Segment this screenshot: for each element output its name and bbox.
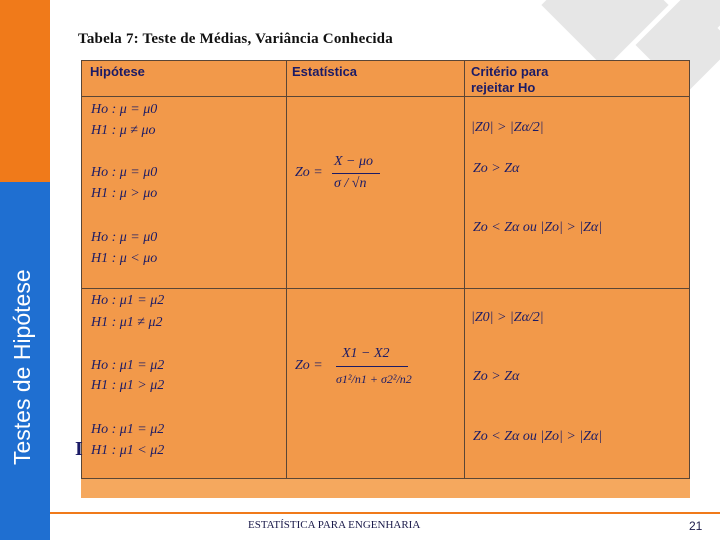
table-column-divider bbox=[464, 60, 465, 478]
header-criterio: Critério para bbox=[471, 64, 549, 79]
fraction-bar bbox=[336, 366, 408, 367]
criterion: Zo < Zα ou |Zo| > |Zα| bbox=[473, 429, 603, 444]
header-criterio-sub: rejeitar Ho bbox=[471, 80, 536, 95]
sidebar-title: Testes de Hipótese bbox=[9, 269, 35, 465]
criterion: |Z0| > |Zα/2| bbox=[471, 310, 544, 325]
hypothesis-h1: H1 : μ ≠ μo bbox=[91, 123, 156, 138]
hypothesis-h0: Ho : μ1 = μ2 bbox=[91, 422, 165, 437]
criterion: |Z0| > |Zα/2| bbox=[471, 120, 544, 135]
criterion: Zo > Zα bbox=[473, 369, 520, 384]
statistic-lhs: Zo = bbox=[295, 358, 323, 373]
table-border-left bbox=[81, 60, 82, 478]
criterion: Zo > Zα bbox=[473, 161, 520, 176]
table-column-divider bbox=[286, 60, 287, 478]
criterion: Zo < Zα ou |Zo| > |Zα| bbox=[473, 220, 603, 235]
fraction-bar bbox=[332, 173, 380, 174]
statistic-lhs: Zo = bbox=[295, 165, 323, 180]
hypothesis-h1: H1 : μ1 ≠ μ2 bbox=[91, 315, 163, 330]
statistic-denominator: σ1²/n1 + σ2²/n2 bbox=[336, 372, 412, 386]
hypothesis-h0: Ho : μ = μ0 bbox=[91, 165, 158, 180]
hypothesis-h0: Ho : μ1 = μ2 bbox=[91, 293, 165, 308]
hypothesis-h1: H1 : μ1 < μ2 bbox=[91, 443, 165, 458]
table-border-top bbox=[81, 60, 690, 61]
table-footer-band bbox=[81, 478, 690, 498]
hypothesis-h1: H1 : μ < μo bbox=[91, 251, 158, 266]
sidebar-accent-top bbox=[0, 0, 50, 182]
table-header-divider bbox=[81, 96, 690, 97]
statistic-denominator: σ / √n bbox=[334, 176, 367, 191]
hypothesis-h1: H1 : μ > μo bbox=[91, 186, 158, 201]
table-border-right bbox=[689, 60, 690, 478]
header-estatistica: Estatística bbox=[292, 64, 358, 79]
footer-rule bbox=[380, 512, 720, 514]
table-section-divider bbox=[81, 288, 690, 289]
hypothesis-h0: Ho : μ = μ0 bbox=[91, 102, 158, 117]
statistic-numerator: X − μo bbox=[334, 154, 374, 169]
footer-rule bbox=[50, 512, 380, 514]
statistic-numerator: X1 − X2 bbox=[342, 346, 390, 361]
header-hipotese: Hipótese bbox=[90, 64, 145, 79]
page-number: 21 bbox=[689, 519, 703, 533]
stray-glyph: I bbox=[75, 438, 83, 460]
footer-text: ESTATÍSTICA PARA ENGENHARIA bbox=[248, 519, 421, 531]
slide-title: Tabela 7: Teste de Médias, Variância Conhecida bbox=[78, 31, 393, 47]
table-border-bottom bbox=[81, 478, 690, 479]
hypothesis-h0: Ho : μ1 = μ2 bbox=[91, 358, 165, 373]
hypothesis-h0: Ho : μ = μ0 bbox=[91, 230, 158, 245]
hypothesis-h1: H1 : μ1 > μ2 bbox=[91, 378, 165, 393]
